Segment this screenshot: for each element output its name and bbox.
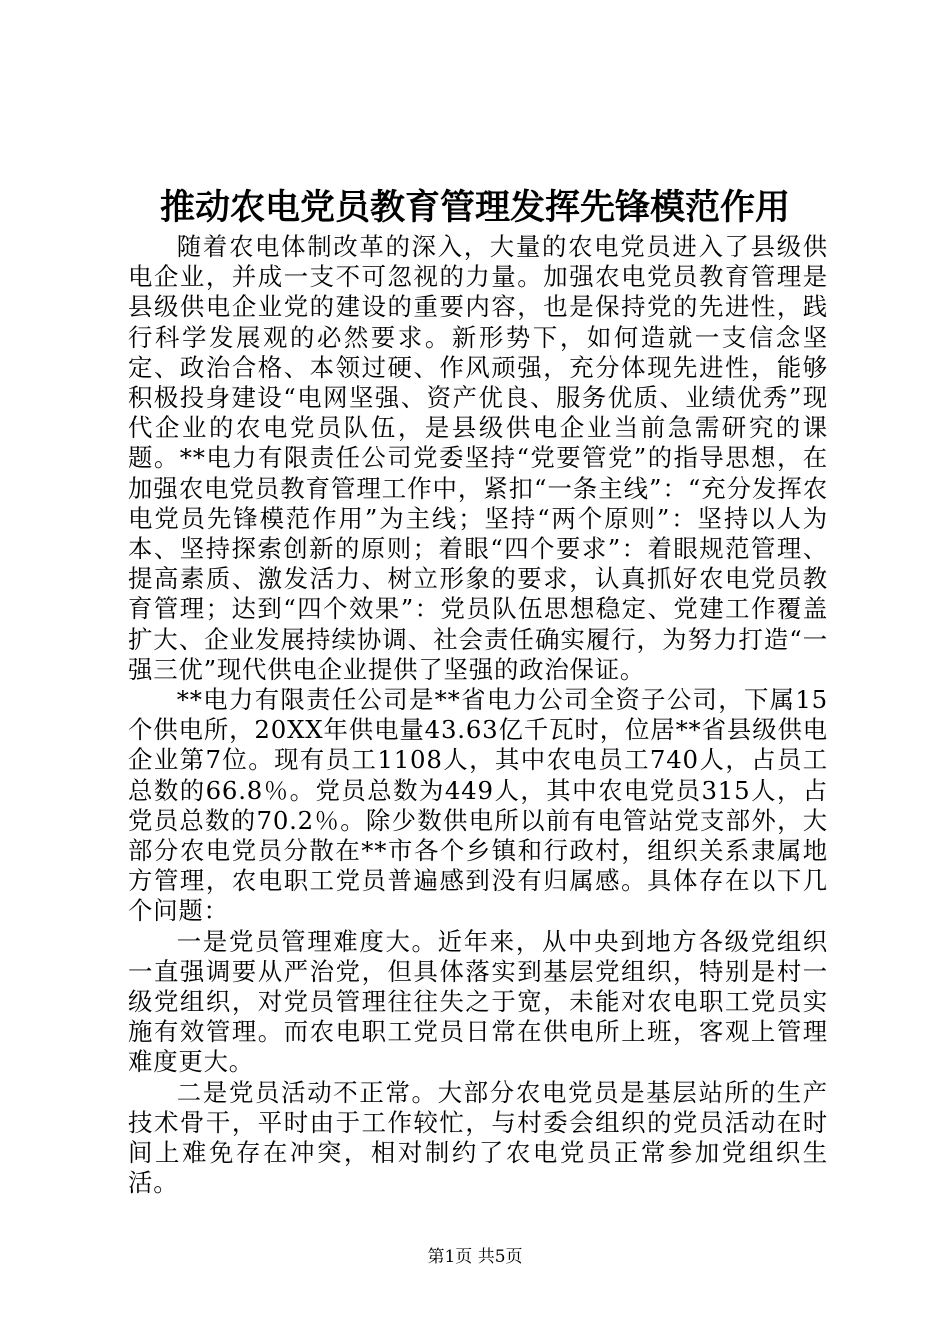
- paragraph-1: 随着农电体制改革的深入，大量的农电党员进入了县级供电企业，并成一支不可忽视的力量。加强农电党员教育管理是县级供电企业党的建设的重要内容，也是保持党的先进性，践行科学发展观的必然要求。新形势下，如何造就一支信念坚定、政治合格、本领过硬、作风顽强，充分体现先进性，能够积极投身建设“电网坚强、资产优良、服务优质、业绩优秀”现代企业的农电党员队伍，是县级供电企业当前急需研究的课题。**电力有限责任公司党委坚持“党要管党”的指导思想，在加强农电党员教育管理工作中，紧扣“一条主线”：“充分发挥农电党员先锋模范作用”为主线；坚持“两个原则”：坚持以人为本、坚持探索创新的原则；着眼“四个要求”：着眼规范管理、提高素质、激发活力、树立形象的要求，认真抓好农电党员教育管理；达到“四个效果”：党员队伍思想稳定、党建工作覆盖扩大、企业发展持续协调、社会责任确实履行，为努力打造“一强三优”现代供电企业提供了坚强的政治保证。: [128, 232, 828, 684]
- paragraph-2: **电力有限责任公司是**省电力公司全资子公司，下属15个供电所，20XX年供电量43.63亿千瓦时，位居**省县级供电企业第7位。现有员工1108人，其中农电员工740人，占员工总数的66.8％。党员总数为449人，其中农电党员315人，占党员总数的70.2％。除少数供电所以前有电管站党支部外，大部分农电党员分散在**市各个乡镇和行政村，组织关系隶属地方管理，农电职工党员普遍感到没有归属感。具体存在以下几个问题：: [128, 685, 828, 926]
- document-title: 推动农电党员教育管理发挥先锋模范作用: [159, 188, 790, 228]
- document-body: [128, 232, 828, 1199]
- paragraph-3: 一是党员管理难度大。近年来，从中央到地方各级党组织一直强调要从严治党，但具体落实到基层党组织，特别是村一级党组织，对党员管理往往失之于宽，未能对农电职工党员实施有效管理。而农电职工党员日常在供电所上班，客观上管理难度更大。: [128, 926, 828, 1077]
- page-number-footer: 第1页 共5页: [427, 1247, 523, 1267]
- paragraph-4: 二是党员活动不正常。大部分农电党员是基层站所的生产技术骨干，平时由于工作较忙，与村委会组织的党员活动在时间上难免存在冲突，相对制约了农电党员正常参加党组织生活。: [128, 1077, 828, 1198]
